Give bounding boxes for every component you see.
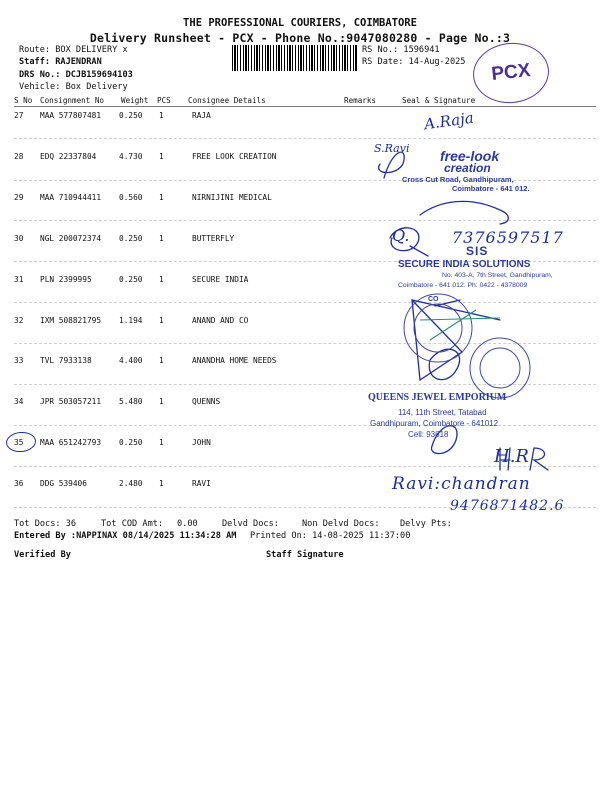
queens-stamp-line2: 114, 11th Street, Tatabad — [398, 408, 487, 417]
green-pen-stroke — [420, 310, 500, 340]
consignee: RAJA — [192, 111, 211, 120]
ravi-phone: 9476871482.6 — [450, 498, 565, 514]
company-name: THE PROFESSIONAL COURIERS, COIMBATORE — [183, 17, 417, 29]
staff-signature-label: Staff Signature — [266, 550, 344, 560]
consignment-no: EDQ 22337804 — [40, 152, 97, 161]
weight: 0.250 — [119, 111, 143, 120]
pcs: 1 — [159, 234, 164, 243]
consignee: ANAND AND CO — [192, 316, 249, 325]
row29-signature-stroke — [420, 201, 508, 224]
weight: 0.250 — [119, 275, 143, 284]
freelook-stamp-line3: Cross Cut Road, Gandhipuram, — [402, 175, 514, 184]
weight: 5.480 — [119, 397, 143, 406]
sno: 30 — [14, 234, 24, 243]
consignment-no: DDG 539406 — [40, 479, 87, 488]
sno: 32 — [14, 316, 24, 325]
secure-stamp-line1: SECURE INDIA SOLUTIONS — [398, 259, 531, 270]
rs-number: RS No.: 1596941 — [362, 45, 440, 55]
consignment-no: TVL 7933138 — [40, 356, 92, 365]
vehicle-label: Vehicle: Box Delivery — [19, 82, 128, 92]
freelook-stamp-line2: creation — [444, 161, 491, 175]
freelook-stamp-line1: free-look — [440, 148, 500, 164]
secure-stamp-line3: Coimbatore - 641 012. Ph: 0422 - 4378009 — [398, 282, 528, 289]
queens-stamp-line3: Gandhipuram, Coimbatore - 641012 — [370, 419, 499, 428]
col-consignment: Consignment No — [40, 96, 105, 105]
pcs: 1 — [159, 152, 164, 161]
sno: 27 — [14, 111, 24, 120]
delvd-docs: Delvd Docs: — [222, 519, 279, 529]
queens-stamp-line1: QUEENS JEWEL EMPORIUM — [368, 392, 507, 403]
freelook-stamp-line4: Coimbatore - 641 012. — [452, 184, 530, 193]
delvy-pts: Delvy Pts: — [400, 519, 452, 529]
consignee: QUENNS — [192, 397, 221, 406]
consignment-no: IXM 508821795 — [40, 316, 102, 325]
sno: 36 — [14, 479, 24, 488]
col-weight: Weight — [121, 96, 149, 105]
weight: 0.250 — [119, 234, 143, 243]
consignment-no: NGL 200072374 — [40, 234, 102, 243]
weight: 2.480 — [119, 479, 143, 488]
pcs: 1 — [159, 111, 164, 120]
weight: 4.730 — [119, 152, 143, 161]
consignment-no: MAA 577807481 — [40, 111, 102, 120]
pcs: 1 — [159, 438, 164, 447]
sno: 34 — [14, 397, 24, 406]
entered-by: Entered By :NAPPINAX 08/14/2025 11:34:28 AM — [14, 531, 237, 541]
consignee: JOHN — [192, 438, 211, 447]
consignee: NIRNIJINI MEDICAL — [192, 193, 272, 202]
printed-on: Printed On: 14-08-2025 11:37:00 — [250, 531, 411, 541]
sis-logo: SIS — [466, 244, 489, 258]
col-remarks: Remarks — [344, 96, 377, 105]
verified-by: Verified By — [14, 550, 71, 560]
butterfly-phone: 7376597517 — [452, 228, 564, 247]
john-signature: H.R — [494, 446, 529, 467]
consignment-no: MAA 710944411 — [40, 193, 102, 202]
freelook-signature-stroke — [379, 152, 405, 178]
consignment-no: JPR 503057211 — [40, 397, 102, 406]
col-consignee: Consignee Details — [188, 96, 266, 105]
col-pcs: PCS — [157, 96, 171, 105]
col-seal-signature: Seal & Signature — [402, 96, 476, 105]
consignee: ANANDHA HOME NEEDS — [192, 356, 277, 365]
consignee: SECURE INDIA — [192, 275, 249, 284]
tot-cod-value: 0.00 — [177, 519, 198, 529]
consignee: RAVI — [192, 479, 211, 488]
pcs: 1 — [159, 316, 164, 325]
weight: 0.250 — [119, 438, 143, 447]
consignee: FREE LOOK CREATION — [192, 152, 277, 161]
queens-stamp-line4: Cell: 93618 — [408, 430, 449, 439]
anandha-round-seal — [470, 338, 530, 398]
weight: 0.560 — [119, 193, 143, 202]
route-label: Route: BOX DELIVERY x — [19, 45, 128, 55]
drs-number: DRS No.: DCJB159694103 — [19, 70, 133, 80]
sno: 31 — [14, 275, 24, 284]
staff-label: Staff: RAJENDRAN — [19, 57, 102, 67]
consignee: BUTTERFLY — [192, 234, 235, 243]
consignment-no: PLN 2399995 — [40, 275, 92, 284]
weight: 4.400 — [119, 356, 143, 365]
pcs: 1 — [159, 479, 164, 488]
tot-cod-label: Tot COD Amt: — [101, 519, 164, 529]
freelook-signature: S.Ravi — [374, 142, 410, 155]
butterfly-initial: Q. — [392, 226, 410, 245]
sno: 33 — [14, 356, 24, 365]
pcs: 1 — [159, 356, 164, 365]
rs-date: RS Date: 14-Aug-2025 — [362, 57, 466, 67]
tot-docs: Tot Docs: 36 — [14, 519, 77, 529]
raja-signature: A.Raja — [422, 108, 475, 134]
sno: 29 — [14, 193, 24, 202]
pcx-stamp: PCX — [470, 39, 552, 107]
pcs: 1 — [159, 193, 164, 202]
col-sno: S No — [14, 96, 33, 105]
runsheet-title: Delivery Runsheet - PCX - Phone No.:9047080280 - Page No.:3 — [89, 31, 511, 45]
sno: 28 — [14, 152, 24, 161]
weight: 1.194 — [119, 316, 143, 325]
sno: 35 — [14, 438, 24, 447]
anand-seal-text: CO — [428, 296, 439, 303]
secure-stamp-line2: No. 403-A, 7th Street, Gandhipuram, — [442, 272, 553, 279]
non-delvd-docs: Non Delvd Docs: — [302, 519, 380, 529]
ravi-name: Ravi:chandran — [392, 474, 531, 494]
pcs: 1 — [159, 275, 164, 284]
consignment-no: MAA 651242793 — [40, 438, 102, 447]
pcs: 1 — [159, 397, 164, 406]
